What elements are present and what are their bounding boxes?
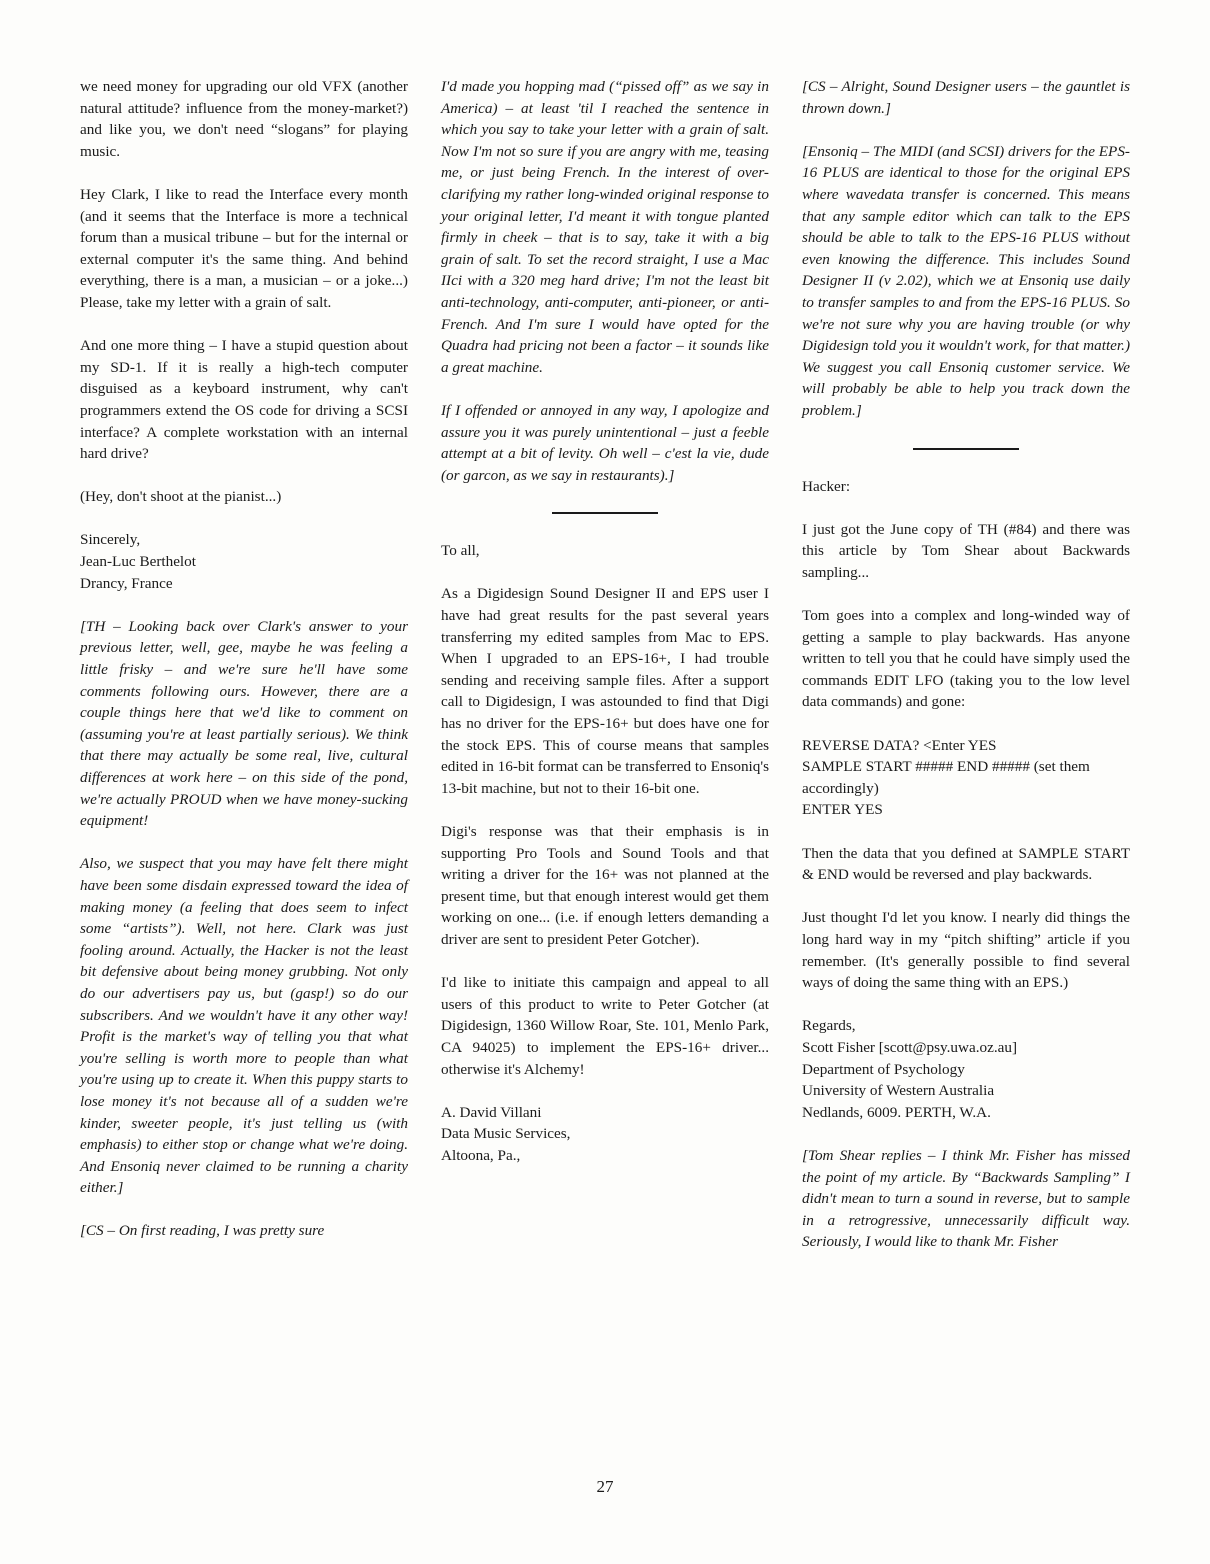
signature-name: Jean-Luc Berthelot <box>80 553 196 571</box>
column-3 <box>802 76 1130 1274</box>
letter-paragraph: Then the data that you defined at SAMPLE START & END would be reversed and play backwards. <box>802 844 1130 884</box>
author-reply: [Tom Shear replies – I think Mr. Fisher has missed the point of my article. By “Backwards Sampling” I didn't mean to turn a sound in reverse, but to sample in a retrogressive, unnecessarily difficult way. Seriously, I would like to thank Mr. Fisher <box>802 1146 1130 1251</box>
letter-paragraph: Just thought I'd let you know. I nearly did things the long hard way in my “pitch shifting” article if you remember. (It's generally possible to find several ways of doing the same thing with an EPS.) <box>802 909 1130 992</box>
editor-reply: If I offended or annoyed in any way, I apologize and assure you it was purely unintentional – just a feeble attempt at a bit of levity. Oh well – c'est la vie, dude (or garcon, as we say in restaurants).] <box>441 401 769 484</box>
command-list <box>802 735 1130 821</box>
command-line: ENTER YES <box>802 801 883 819</box>
signature-name: Scott Fisher [scott@psy.uwa.oz.au] <box>802 1038 1018 1056</box>
command-line: REVERSE DATA? <Enter YES <box>802 736 997 754</box>
letter-paragraph: Tom goes into a complex and long-winded way of getting a sample to play backwards. Has anyone written to tell you that he could have simply used the commands EDIT LFO (taking you to the low level data commands) and gone: <box>802 607 1130 711</box>
letter-paragraph: As a Digidesign Sound Designer II and EPS user I have had great results for the past several years transferring my edited samples from Mac to EPS. When I upgraded to an EPS-16+, I had trouble sending and receiving sample files. After a support call to Digidesign, I was astounded to find that Digi has no driver for the EPS-16+ but does have one for the stock EPS. This of course means that samples edited in 16-bit format can be transferred to Ensoniq's 13-bit machine, but not to their 16-bit one. <box>441 585 769 797</box>
letter-paragraph: I'd like to initiate this campaign and appeal to all users of this product to write to Peter Gotcher (at Digidesign, 1360 Willow Roar, Ste. 101, Menlo Park, CA 94025) to implement the EPS-16+ driver... otherwise it's Alchemy! <box>441 974 769 1078</box>
editor-reply-start: [CS – On first reading, I was pretty sure <box>80 1222 325 1240</box>
closing-text: Regards, <box>802 1017 856 1035</box>
signature-org: Data Music Services, <box>441 1125 571 1143</box>
letter-paragraph: I just got the June copy of TH (#84) and there was this article by Tom Shear about Backwards sampling... <box>802 520 1130 581</box>
section-divider <box>552 512 658 514</box>
signature-dept: Department of Psychology <box>802 1060 965 1078</box>
signature-name: A. David Villani <box>441 1103 542 1121</box>
letter-paragraph: Digi's response was that their emphasis is in supporting Pro Tools and Sound Tools and that writing a driver for the 16+ was not planned at the present time, but that enough interest would get them working on one... (i.e. if enough letters demanding a driver are sent to president Peter Gotcher). <box>441 823 769 948</box>
letter-paragraph: And one more thing – I have a stupid question about my SD-1. If it is really a high-tech computer disguised as a keyboard instrument, why can't programmers extend the OS code for driving a SCSI interface? A complete workstation with an internal hard drive? <box>80 337 408 463</box>
letter-signature <box>802 1015 1130 1123</box>
letter-paragraph: Hey Clark, I like to read the Interface every month (and it seems that the Interface is more a technical forum than a musical tribune – but for the internal or external computer it's the same thing. And behind everything, there is a man, a musician – or a joke...) Please, take my letter with a grain of salt. <box>80 185 408 311</box>
editor-reply: I'd made you hopping mad (“pissed off” as we say in America) – at least 'til I reached the sentence in which you say to take your letter with a grain of salt. Now I'm not so sure if you are angry with me, teasing me, or just being French. In the interest of over-clarifying my rather long-winded original response to your original letter, I'd meant it with tongue planted firmly in cheek – that is to say, take it with a big grain of salt. To set the record straight, I use a Mac IIci with a 320 meg hard drive; I'm not the least bit anti-technology, anti-computer, anti-pioneer, or anti-French. And I'm sure I would have opted for the Quadra had pricing not been a factor – it sounds like a great machine. <box>441 78 769 376</box>
column-2 <box>441 76 769 1167</box>
letter-salutation: Hacker: <box>802 477 851 495</box>
signature-place: Drancy, France <box>80 574 173 592</box>
closing-text: Sincerely, <box>80 531 141 549</box>
signature-place: Altoona, Pa., <box>441 1146 521 1164</box>
letter-paragraph: we need money for upgrading our old VFX (another natural attitude? influence from the money-market?) and like you, we don't need “slogans” for playing music. <box>80 78 408 160</box>
editor-note: [CS – Alright, Sound Designer users – the gauntlet is thrown down.] <box>802 78 1130 117</box>
page-number: 27 <box>596 1477 614 1496</box>
ensoniq-note: [Ensoniq – The MIDI (and SCSI) drivers for the EPS-16 PLUS are identical to those for the original EPS where wavedata transfer is concerned. This means that any sample editor which can talk to the EPS should be able to talk to the EPS-16 PLUS without even knowing the difference. This includes Sound Designer II (v 2.02), which we at Ensoniq use daily to transfer samples to and from the EPS-16 PLUS. So we're not sure why you are having trouble (or why Digidesign told you it wouldn't work, for that matter.) We suggest you call Ensoniq customer service. We will probably be able to help you track down the problem.] <box>802 142 1130 419</box>
section-divider <box>913 448 1019 450</box>
editor-reply: Also, we suspect that you may have felt there might have been some disdain expressed toward the idea of making money (a feeling that does seem to infect some “artists”). Well, not here. Clark was just fooling around. Actually, the Hacker is not the least bit defensive about being money grubbing. Not only do our advertisers pay us, but (gasp!) so do our subscribers. And we wouldn't have it any other way! Profit is the market's way of telling you that what you're selling is worth more to people than what you're using up to create it. When this puppy starts to lose money it's not because all of a sudden we're kinder, sweeter people, it's just telling us (with emphasis) to either stop or change what we're doing. And Ensoniq never claimed to be running a charity either.] <box>80 855 408 1197</box>
command-line: SAMPLE START ##### END ##### (set them accordingly) <box>802 758 1090 797</box>
editor-reply: [TH – Looking back over Clark's answer to your previous letter, well, gee, maybe he was feeling a little frisky – and we're sure he'll have some comments following ours. However, there are a couple things here that we'd like to comment on (assuming you're at least partially serious). We think that there may actually be some real, live, cultural differences at work here – on this side of the pond, we're actually PROUD when we have money-sucking equipment! <box>80 617 408 830</box>
letter-closing <box>80 529 408 594</box>
letter-signature <box>441 1102 769 1167</box>
letter-salutation: To all, <box>441 542 480 560</box>
letter-paragraph: (Hey, don't shoot at the pianist...) <box>80 488 282 506</box>
signature-university: University of Western Australia <box>802 1082 995 1100</box>
signature-place: Nedlands, 6009. PERTH, W.A. <box>802 1103 991 1121</box>
column-1 <box>80 76 408 1264</box>
